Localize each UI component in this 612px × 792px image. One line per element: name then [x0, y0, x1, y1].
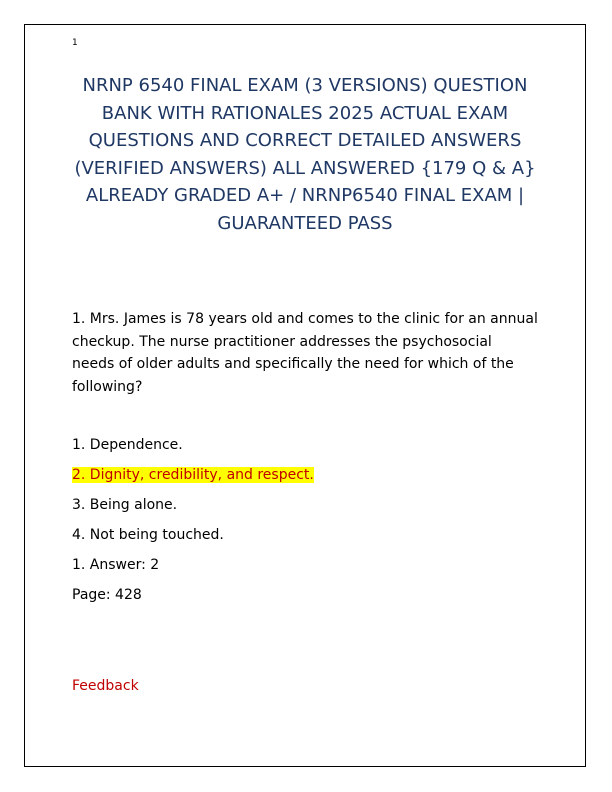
question-text: 1. Mrs. James is 78 years old and comes to the clinic for an annual checkup. The nurse practitioner addresses the psychosocial needs of older adults and specifically the need for which of the following? [72, 311, 538, 395]
option-4: 4. Not being touched. [72, 527, 224, 543]
option-3: 3. Being alone. [72, 497, 178, 513]
option-2 [72, 465, 538, 485]
page-reference: Page: 428 [72, 587, 142, 603]
document-title: NRNP 6540 FINAL EXAM (3 VERSIONS) QUESTION BANK WITH RATIONALES 2025 ACTUAL EXAM QUESTIONS AND CORRECT DETAILED ANSWERS (VERIFIED ANSWERS) ALL ANSWERED {179 Q & A} ALREADY GRADED A+ / NRNP6540 FINAL EXAM | GUARANTEED PASS [74, 75, 536, 234]
feedback-label: Feedback [72, 678, 139, 694]
answer-options [72, 435, 538, 615]
highlighted-correct-option: 2. Dignity, credibility, and respect. [72, 467, 314, 483]
option-1: 1. Dependence. [72, 437, 183, 453]
answer-line: 1. Answer: 2 [72, 557, 160, 573]
page-number: 1 [72, 38, 78, 48]
